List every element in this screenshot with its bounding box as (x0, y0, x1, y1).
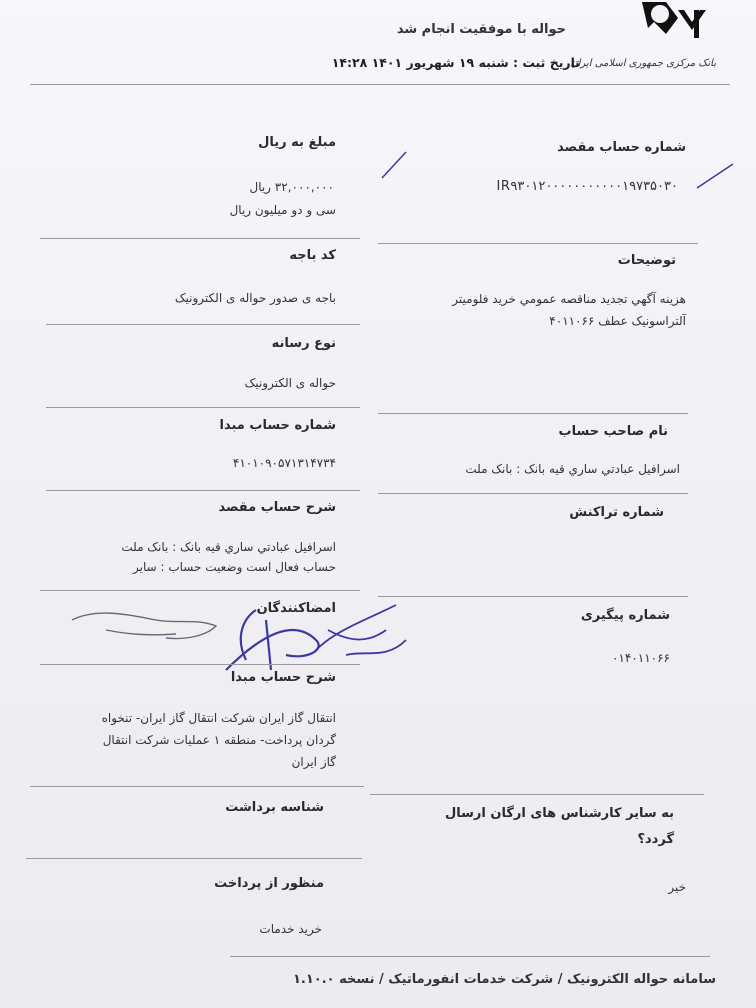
purpose-label: منظور از پرداخت (214, 876, 324, 891)
description-line1: هزينه آگهي تجديد مناقصه عمومي خريد فلوميتر (452, 292, 686, 306)
divider (378, 493, 688, 494)
send-to-others-label: به سایر کارشناس های ارگان ارسال (444, 806, 674, 821)
send-to-others-label-line2: گردد؟ (637, 832, 674, 847)
divider (46, 324, 360, 325)
source-desc-line3: گاز ايران (291, 755, 336, 769)
amount-words: سی و دو میلیون ریال (229, 203, 336, 217)
account-holder-label: نام صاحب حساب (558, 424, 668, 439)
dest-desc-line1: اسرافيل عبادتي ساري قيه بانک : بانک ملت (121, 540, 336, 554)
transaction-no-label: شماره تراکنش (569, 505, 664, 520)
divider (40, 238, 360, 239)
media-type-value: حواله ی الکترونیک (244, 376, 336, 390)
description-label: توضیحات (617, 253, 676, 268)
divider (40, 590, 360, 591)
divider (40, 664, 360, 665)
dest-account-value: IR۹۳۰۱۲۰۰۰۰۰۰۰۰۰۰۰۱۹۷۳۵۰۳۰ (496, 179, 678, 194)
tracking-no-value: ۰۱۴۰۱۱۰۶۶ (611, 651, 670, 665)
dest-desc-label: شرح حساب مقصد (218, 500, 336, 515)
signatories-label: امضاکنندگان (256, 601, 336, 616)
divider (230, 956, 710, 957)
source-desc-label: شرح حساب مبدا (230, 670, 336, 685)
bank-name: بانک مرکزی جمهوری اسلامی ایران (570, 58, 716, 69)
description-line2: آلتراسونيک عطف ۴۰۱۱۰۶۶ (549, 314, 686, 328)
footer-text: سامانه حواله الکترونیک / شرکت خدمات انفورماتیک / نسخه ۱.۱۰.۰ (292, 972, 716, 987)
divider (378, 243, 698, 244)
divider (370, 794, 704, 795)
window-code-value: باجه ی صدور حواله ی الکترونیک (174, 291, 336, 305)
ink-mark (380, 150, 410, 180)
divider (30, 786, 364, 787)
ink-mark (695, 160, 735, 190)
send-to-others-value: خیر (668, 880, 686, 894)
divider (26, 858, 362, 859)
withdraw-id-label: شناسه برداشت (225, 800, 324, 815)
registration-date: تاریخ ثبت : شنبه ۱۹ شهریور ۱۴۰۱ ۱۴:۲۸ (331, 55, 580, 70)
divider (46, 407, 360, 408)
media-type-label: نوع رسانه (271, 336, 336, 351)
status-text: حواله با موفقیت انجام شد (396, 22, 566, 37)
source-account-value: ۴۱۰۱۰۹۰۵۷۱۳۱۴۷۳۴ (232, 456, 336, 470)
handwritten-signatures (66, 600, 426, 680)
amount-value: ۳۲,۰۰۰,۰۰۰ ریال (249, 180, 334, 194)
purpose-value: خرید خدمات (259, 922, 322, 936)
bank-logo (608, 0, 718, 50)
window-code-label: کد باجه (289, 248, 336, 263)
source-desc-line2: گردان پرداخت- منطقه ۱ عمليات شرکت انتقال (102, 733, 336, 747)
source-account-label: شماره حساب مبدا (219, 418, 336, 433)
dest-desc-line2: حساب فعال است وضعیت حساب : سایر (132, 560, 336, 574)
account-holder-value: اسرافيل عبادتي ساري قيه بانک : بانک ملت (465, 462, 680, 476)
source-desc-line1: انتقال گاز ايران شرکت انتقال گاز ايران- تنخواه (101, 711, 336, 725)
divider (378, 413, 688, 414)
divider (46, 490, 360, 491)
divider (378, 596, 688, 597)
amount-label: مبلغ به ریال (258, 135, 336, 150)
dest-account-label: شماره حساب مقصد (557, 140, 686, 155)
header-divider (30, 84, 730, 85)
tracking-no-label: شماره پیگیری (580, 608, 670, 623)
